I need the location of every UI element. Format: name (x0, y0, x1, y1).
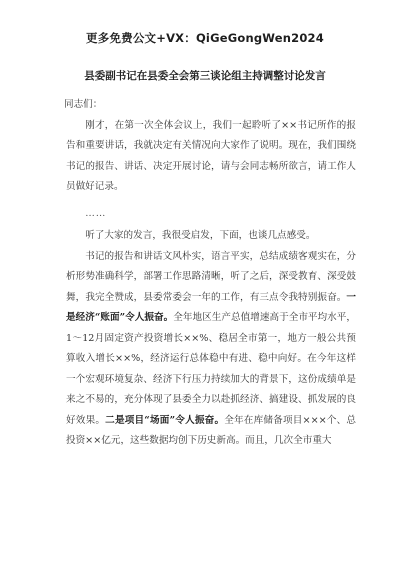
paragraph-3-text-3: 全年在库储备项目×××个、总投资××亿元，这些数据均创下历史新高。而且，几次全市重大 (66, 414, 356, 446)
point-two-heading: 二是项目“场面”令人振奋。 (105, 414, 225, 426)
paragraph-3-text-1: 书记的报告和讲话文风朴实，语言平实，总结成绩客观实在，分析形势准确科学，部署工作思路清晰，听了之后，深受教育、深受鼓舞，我完全赞成，县委常委会一年的工作，有三点令我特别振奋。 (66, 250, 356, 303)
ellipsis: …… (85, 207, 107, 219)
paragraph-3 (66, 247, 356, 452)
salutation: 同志们： (64, 99, 103, 110)
paragraph-3-text-2: 全年地区生产总值增速高于全市平均水平，1～12月固定资产投资增长××%、稳居全市第一，地方一般公共预算收入增长××%，经济运行总体稳中有进、稳中向好。在今年这样一个宏观环境复杂、经济下行压力持续加大的背景下，这份成绩单是来之不易的，充分体现了县委全力以赴抓经济、搞建设、抓发展的良好效果。 (66, 312, 357, 426)
point-one-heading: 一是经济“账面”令人振奋。 (66, 291, 356, 323)
page-header: 更多免费公文+VX：QiGeGongWen2024 (86, 31, 324, 45)
paragraph-1: 刚才，在第一次全体会议上，我们一起聆听了××书记所作的报告和重要讲话，我就决定有关情况向大家作了说明。现在，我们围绕书记的报告、讲话、决定开展讨论，请与会同志畅所欲言，请工作人员做好记录。 (66, 119, 356, 192)
document-title: 县委副书记在县委全会第三谈论组主持调整讨论发言 (84, 70, 326, 82)
paragraph-2: 听了大家的发言，我很受启发，下面，也谈几点感受。 (85, 230, 316, 241)
document-body (66, 95, 356, 452)
